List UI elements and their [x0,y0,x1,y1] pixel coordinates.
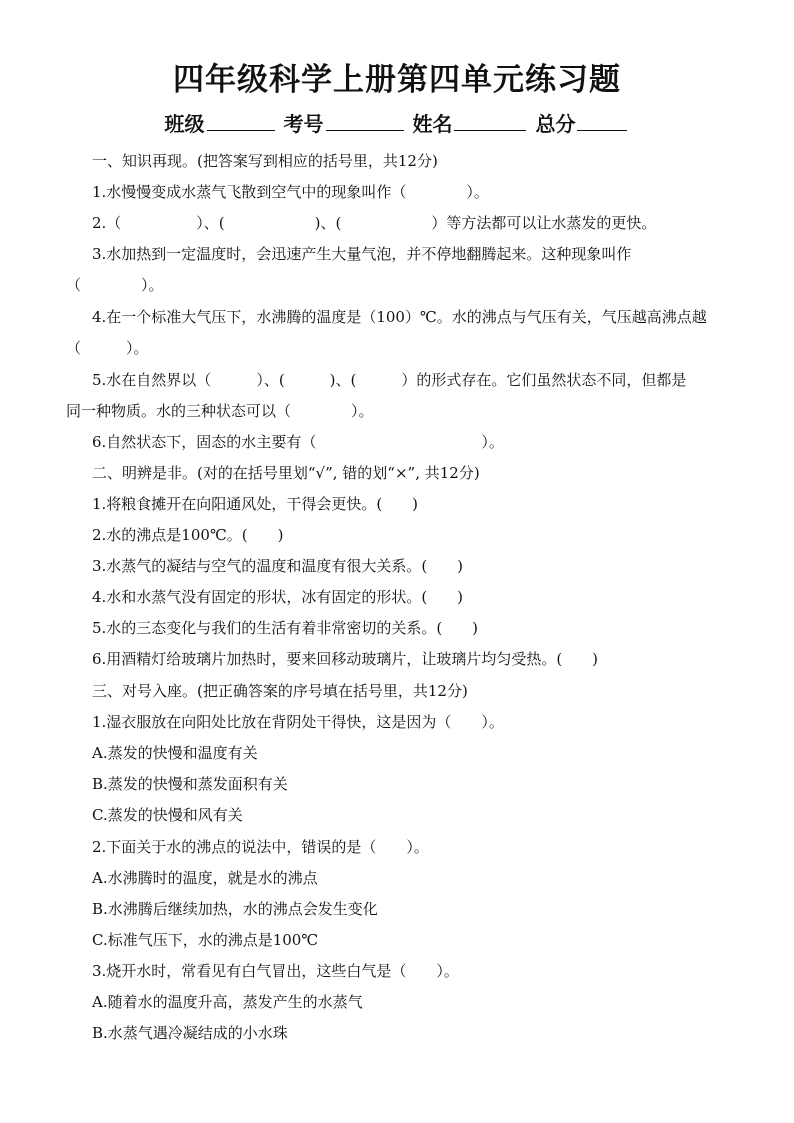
q1-5-cont: 同一种物质。水的三种状态可以（ ）。 [66,402,374,420]
q3-2-c: C.标准气压下，水的沸点是100℃ [92,931,319,949]
q1-3-cont: （ ）。 [66,276,164,294]
q2-4: 4.水和水蒸气没有固定的形状，冰有固定的形状。( ) [92,588,464,606]
q3-1-c: C.蒸发的快慢和风有关 [92,806,243,824]
q3-1: 1.湿衣服放在向阳处比放在背阴处干得快，这是因为（ ）。 [92,713,504,731]
class-blank[interactable] [207,108,275,131]
section-2-heading: 二、明辨是非。(对的在括号里划“√”, 错的划“×”, 共12分) [92,464,480,482]
q2-5: 5.水的三态变化与我们的生活有着非常密切的关系。( ) [92,619,479,637]
student-info-row [0,108,794,140]
q1-4-cont: （ ）。 [66,339,149,357]
exam-no-label: 考号 [283,112,324,136]
page-title: 四年级科学上册第四单元练习题 [173,62,621,98]
q1-5: 5.水在自然界以（ ）、( )、( ）的形式存在。它们虽然状态不同，但都是 [92,371,687,389]
q1-6: 6.自然状态下，固态的水主要有（ ）。 [92,433,504,451]
q3-1-a: A.蒸发的快慢和温度有关 [92,744,258,762]
q3-3: 3.烧开水时，常看见有白气冒出，这些白气是（ ）。 [92,962,459,980]
exam-no-blank[interactable] [326,108,404,131]
q1-1: 1.水慢慢变成水蒸气飞散到空气中的现象叫作（ ）。 [92,183,489,201]
q2-2: 2.水的沸点是100℃。( ) [92,526,284,544]
q1-2: 2.（ ）、( )、( ）等方法都可以让水蒸发的更快。 [92,214,657,232]
q3-3-a: A.随着水的温度升高，蒸发产生的水蒸气 [92,993,363,1011]
q2-3: 3.水蒸气的凝结与空气的温度和温度有很大关系。( ) [92,557,464,575]
q3-1-b: B.蒸发的快慢和蒸发面积有关 [92,775,288,793]
score-label: 总分 [535,112,576,136]
name-label: 姓名 [412,112,453,136]
q3-2: 2.下面关于水的沸点的说法中，错误的是（ ）。 [92,838,429,856]
q3-3-b: B.水蒸气遇冷凝结成的小水珠 [92,1024,288,1042]
section-3-heading: 三、对号入座。(把正确答案的序号填在括号里，共12分) [92,682,468,700]
section-1-heading: 一、知识再现。(把答案写到相应的括号里，共12分) [92,152,438,170]
q2-6: 6.用酒精灯给玻璃片加热时，要来回移动玻璃片，让玻璃片均匀受热。( ) [92,650,599,668]
q2-1: 1.将粮食摊开在向阳通风处，干得会更快。( ) [92,495,419,513]
q1-3: 3.水加热到一定温度时，会迅速产生大量气泡，并不停地翻腾起来。这种现象叫作 [92,245,632,263]
q3-2-b: B.水沸腾后继续加热，水的沸点会发生变化 [92,900,378,918]
score-blank[interactable] [577,108,627,131]
q3-2-a: A.水沸腾时的温度，就是水的沸点 [92,869,318,887]
name-blank[interactable] [454,108,526,131]
class-label: 班级 [164,112,205,136]
q1-4: 4.在一个标准大气压下，水沸腾的温度是（100）℃。水的沸点与气压有关，气压越高沸点越 [92,308,707,326]
